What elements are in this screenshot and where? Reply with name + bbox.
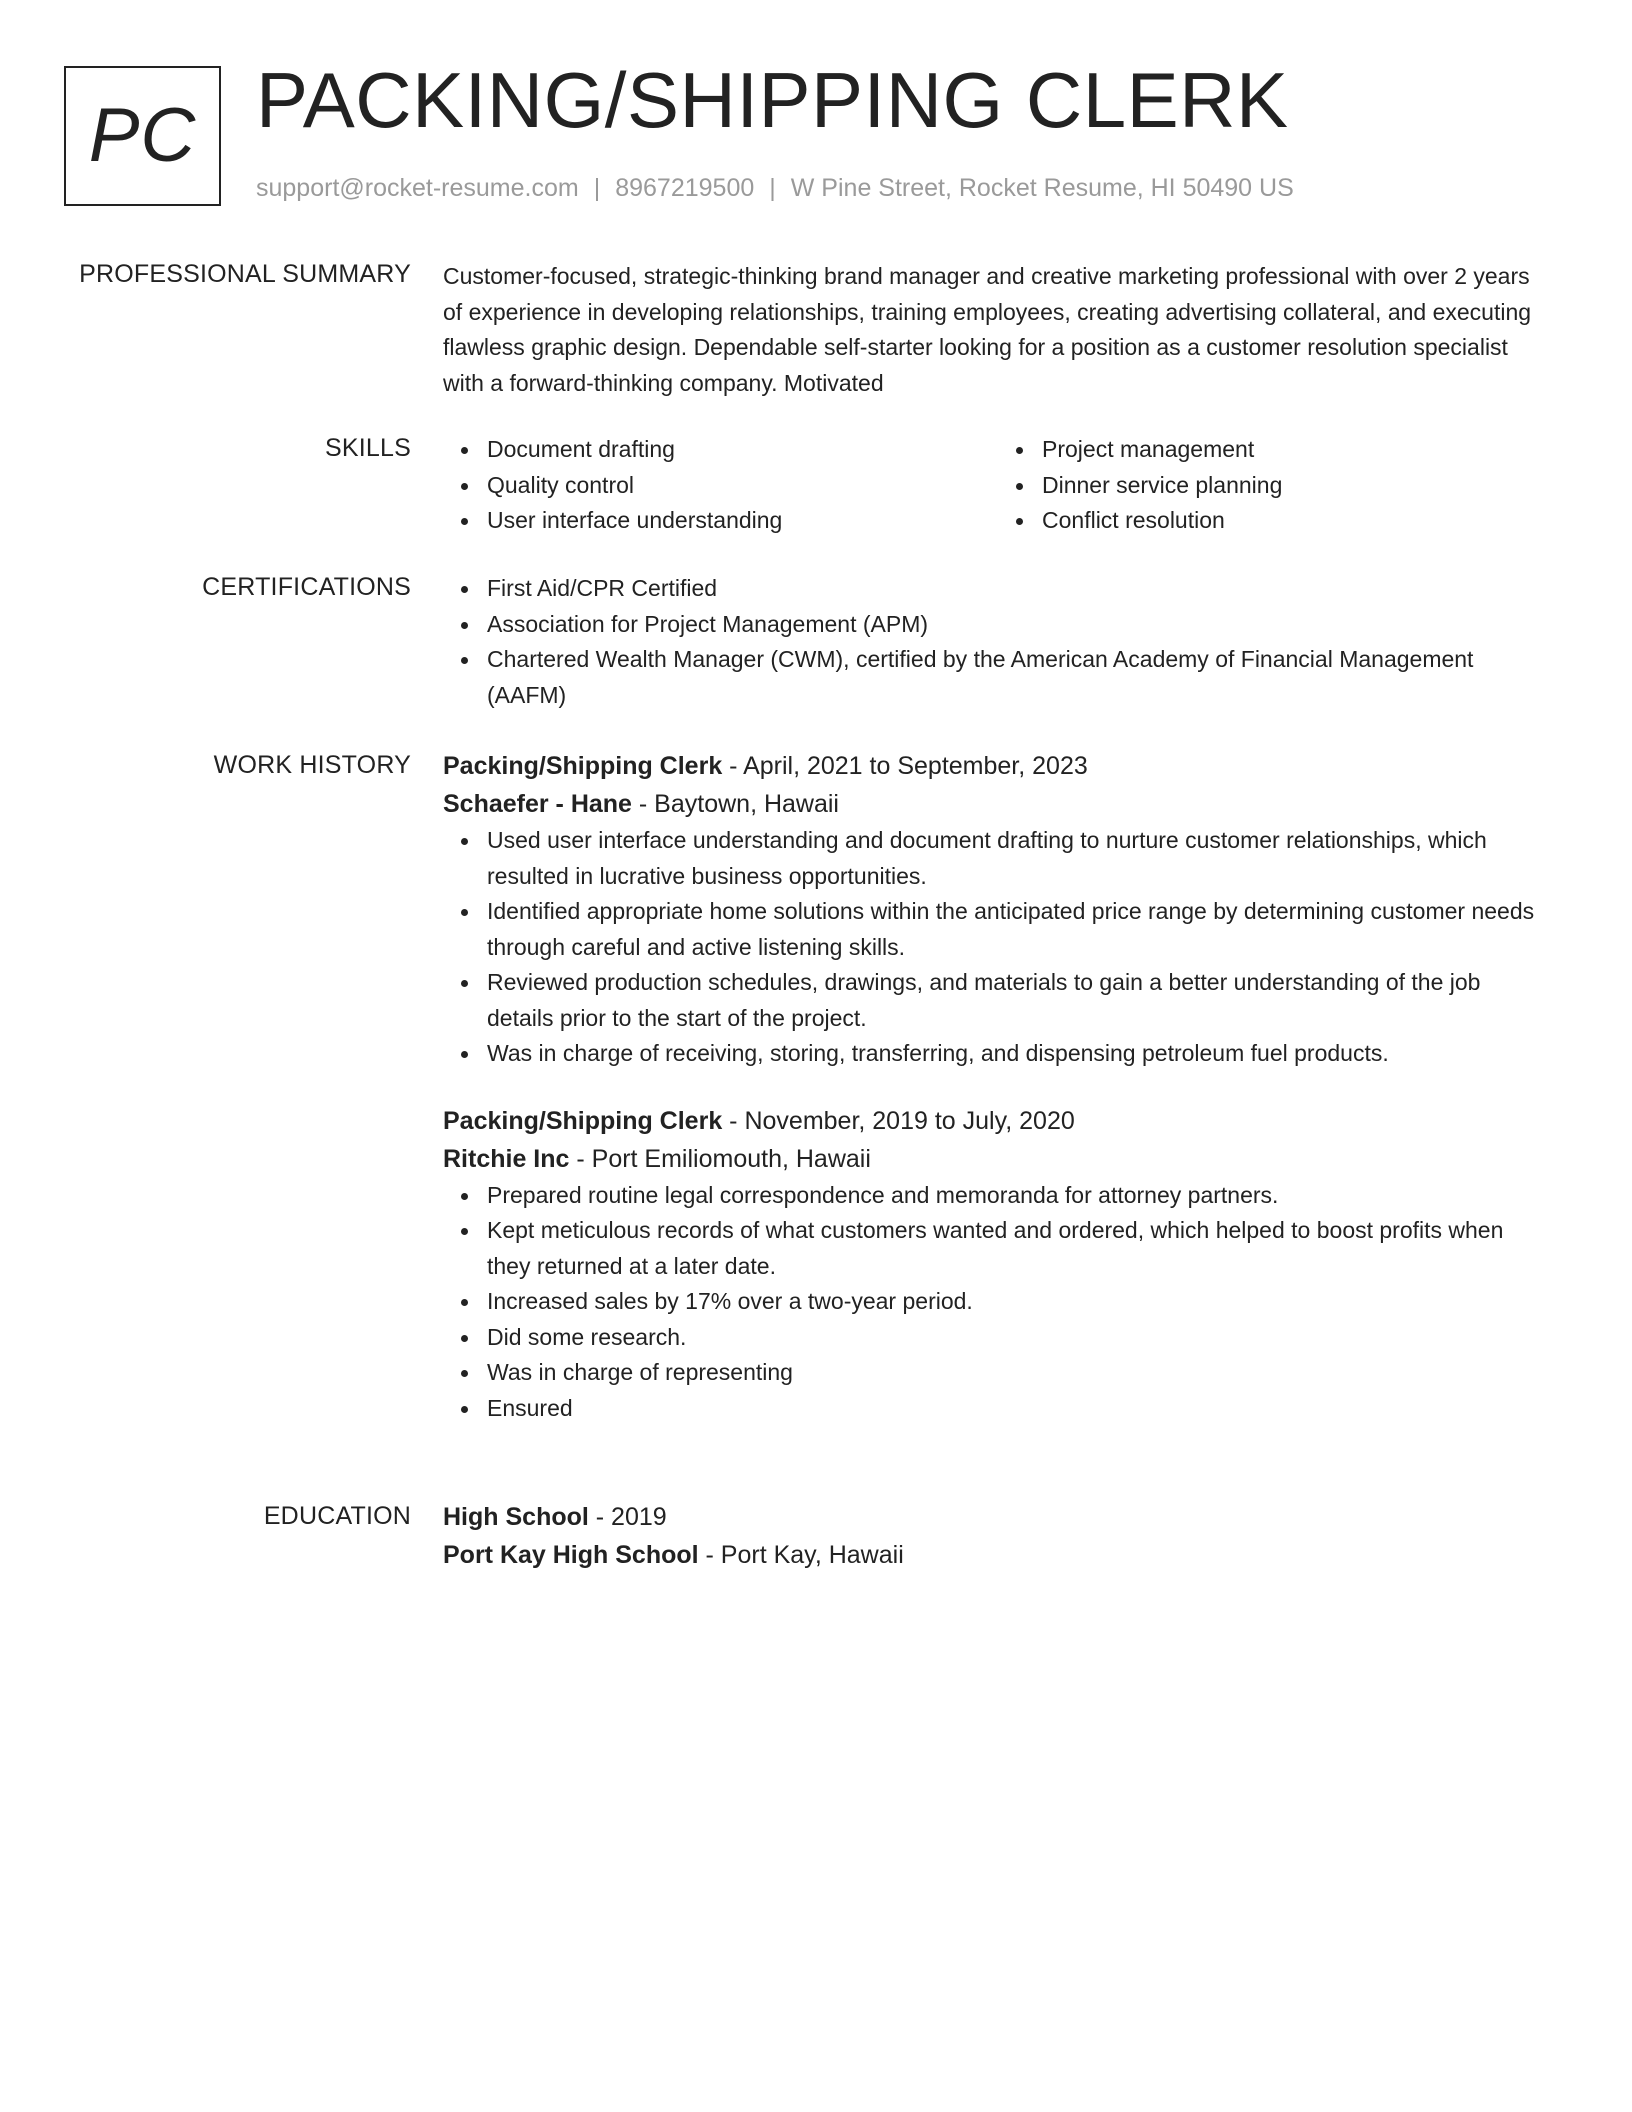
education-heading: EDUCATION (263, 1502, 411, 1530)
list-item: Quality control (487, 468, 998, 504)
list-item: Did some research. (487, 1320, 1553, 1356)
job-dates: - April, 2021 to September, 2023 (722, 752, 1088, 780)
list-item: Dinner service planning (1042, 468, 1553, 504)
job-title: Packing/Shipping Clerk (443, 1106, 723, 1135)
work-history-heading: WORK HISTORY (213, 751, 411, 779)
job-company: Ritchie Inc (443, 1144, 570, 1173)
contact-address: W Pine Street, Rocket Resume, HI 50490 US (790, 174, 1294, 202)
list-item: Increased sales by 17% over a two-year period. (487, 1284, 1553, 1320)
list-item: Was in charge of representing (487, 1355, 1553, 1391)
list-item: Used user interface understanding and document drafting to nurture customer relationships, which resulted in lucrative business opportunities. (487, 823, 1553, 894)
list-item: Project management (1042, 432, 1553, 468)
monogram-initials: PC (88, 93, 197, 178)
summary-text: Customer-focused, strategic-thinking brand manager and creative marketing professional with over 2 years of experience in developing relationships, training employees, creating advertising collateral, and executing flawless graphic design. Dependable self-starter looking for a position as a customer resolution specialist with a forward-thinking company. Motivated (443, 263, 1532, 396)
skills-list-left (443, 432, 998, 539)
degree-name: High School (443, 1503, 589, 1531)
degree-line (443, 1498, 1553, 1536)
contact-phone[interactable]: 8967219500 (615, 174, 755, 202)
list-item: Association for Project Management (APM) (487, 607, 1553, 643)
job-entry (443, 747, 1553, 1072)
list-item: Reviewed production schedules, drawings, and materials to gain a better understanding of the job details prior to the start of the project. (487, 965, 1553, 1036)
list-item: Identified appropriate home solutions within the anticipated price range by determining customer needs through careful and active listening skills. (487, 894, 1553, 965)
job-dates: - November, 2019 to July, 2020 (722, 1106, 1075, 1135)
education-body (443, 1498, 1553, 1574)
list-item: Was in charge of receiving, storing, transferring, and dispensing petroleum fuel products. (487, 1036, 1553, 1072)
certifications-list (443, 571, 1553, 713)
summary-body (443, 259, 1553, 401)
school-location: - Port Kay, Hawaii (698, 1541, 904, 1569)
list-item: Conflict resolution (1042, 503, 1553, 539)
list-item: Ensured (487, 1391, 1553, 1427)
job-location: - Port Emiliomouth, Hawaii (569, 1144, 871, 1173)
monogram-box (64, 66, 221, 206)
job-company-line (443, 785, 1553, 823)
certifications-body (443, 571, 1553, 713)
list-item: Prepared routine legal correspondence and memoranda for attorney partners. (487, 1178, 1553, 1214)
resume-title: PACKING/SHIPPING CLERK (256, 56, 1289, 144)
job-title-line (443, 747, 1553, 785)
contact-email[interactable]: support@rocket-resume.com (256, 174, 579, 202)
certifications-heading: CERTIFICATIONS (202, 573, 411, 601)
skills-list-right (998, 432, 1553, 539)
list-item: User interface understanding (487, 503, 998, 539)
job-company: Schaefer - Hane (443, 790, 632, 818)
skills-grid (443, 432, 1553, 539)
list-item: Document drafting (487, 432, 998, 468)
job-bullets (443, 823, 1553, 1072)
job-title-line (443, 1102, 1553, 1140)
job-company-line (443, 1140, 1553, 1178)
job-location: - Baytown, Hawaii (631, 790, 839, 818)
contact-separator: | (769, 174, 776, 202)
skills-heading: SKILLS (325, 434, 411, 462)
school-line (443, 1536, 1553, 1574)
list-item: Kept meticulous records of what customers wanted and ordered, which helped to boost profits when they returned at a later date. (487, 1213, 1553, 1284)
contact-separator: | (593, 174, 601, 202)
job-title: Packing/Shipping Clerk (443, 752, 723, 780)
list-item: First Aid/CPR Certified (487, 571, 1553, 607)
summary-heading: PROFESSIONAL SUMMARY (79, 260, 411, 288)
job-bullets (443, 1178, 1553, 1427)
work-history-body (443, 747, 1553, 1426)
degree-year: - 2019 (588, 1503, 667, 1531)
contact-line (256, 173, 1294, 203)
skills-body (443, 432, 1553, 539)
school-name: Port Kay High School (443, 1541, 699, 1569)
list-item: Chartered Wealth Manager (CWM), certified by the American Academy of Financial Management (AAFM) (487, 642, 1553, 713)
job-entry (443, 1102, 1553, 1427)
